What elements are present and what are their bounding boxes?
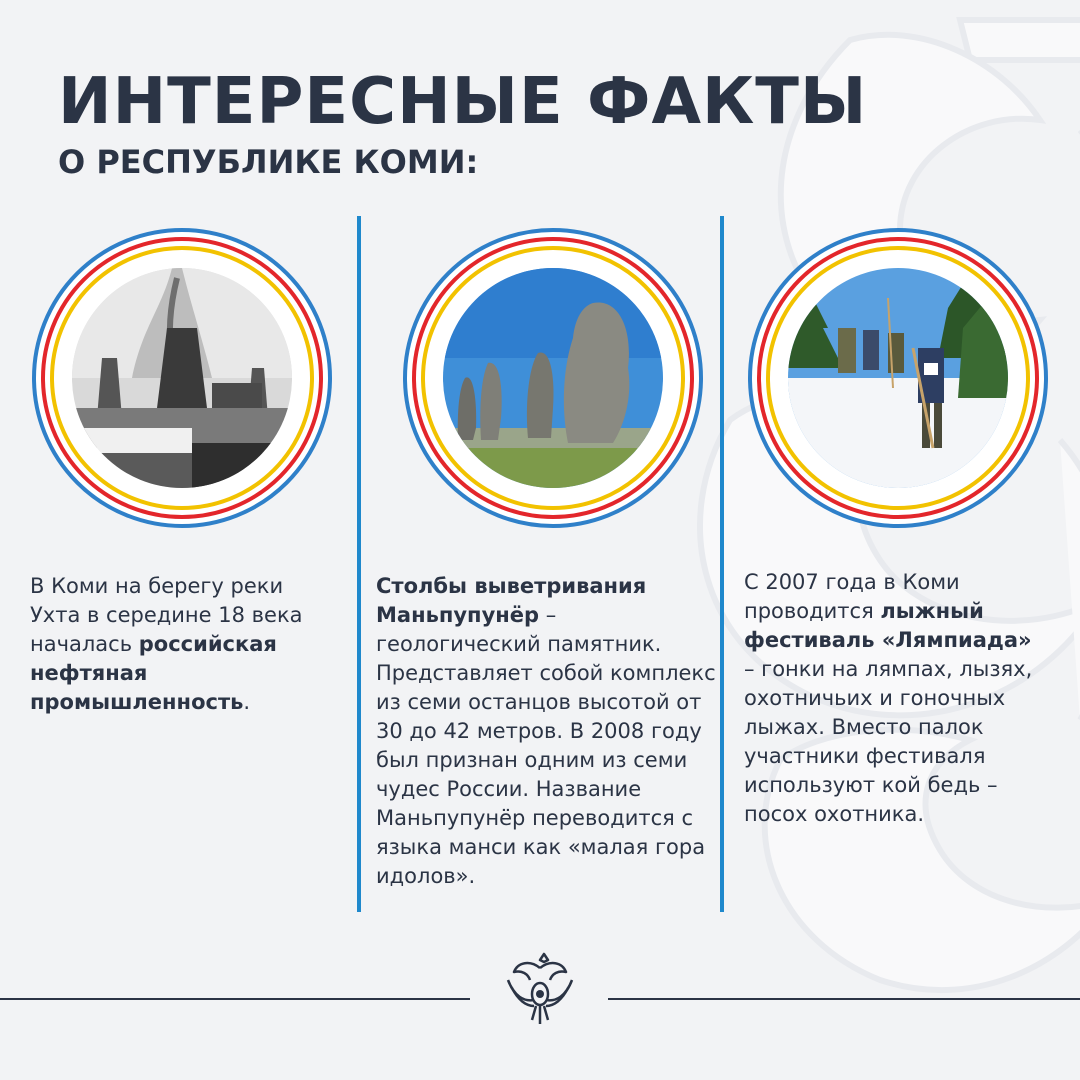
fact-2-plain: – геологический памятник. Представляет собой комплекс из семи останцов высотой от 30 до 42 метров. В 2008 году был признан одним из семи чудес России. Название Маньпупунёр переводится с языка манси как «малая гора идолов». <box>376 603 716 888</box>
eagle-watermark-icon <box>520 0 1080 1080</box>
fact-2-text <box>376 572 716 891</box>
fact-3-text <box>744 568 1044 829</box>
fact-1-image <box>32 228 332 528</box>
fact-1-bold: российская нефтяная промышленность <box>30 632 277 714</box>
ski-festival-photo <box>788 268 1008 488</box>
footer-line-left <box>0 998 470 1000</box>
column-divider <box>357 216 361 912</box>
fact-2-image <box>403 228 703 528</box>
fact-1-plain: В Коми на берегу реки Ухта в середине 18 века началась <box>30 574 303 656</box>
page-title: ИНТЕРЕСНЫЕ ФАКТЫ <box>58 65 868 139</box>
footer-line-right <box>608 998 1080 1000</box>
weathering-pillars-photo <box>443 268 663 488</box>
fact-1-text <box>30 572 330 717</box>
oil-derricks-photo <box>72 268 292 488</box>
fact-3-end: – гонки на лямпах, лызях, охотничьих и гоночных лыжах. Вместо палок участники фестиваля используют кой бедь – посох охотника. <box>744 657 1033 826</box>
fact-3-image <box>748 228 1048 528</box>
double-headed-eagle-icon <box>500 950 580 1030</box>
column-divider <box>720 216 724 912</box>
fact-3-bold: лыжный фестиваль «Лямпиада» <box>744 599 1032 652</box>
fact-3-plain: С 2007 года в Коми проводится <box>744 570 960 623</box>
fact-1-end: . <box>243 690 251 714</box>
page-subtitle: О РЕСПУБЛИКЕ КОМИ: <box>58 143 479 181</box>
fact-2-bold: Столбы выветривания Маньпупунёр <box>376 574 647 627</box>
